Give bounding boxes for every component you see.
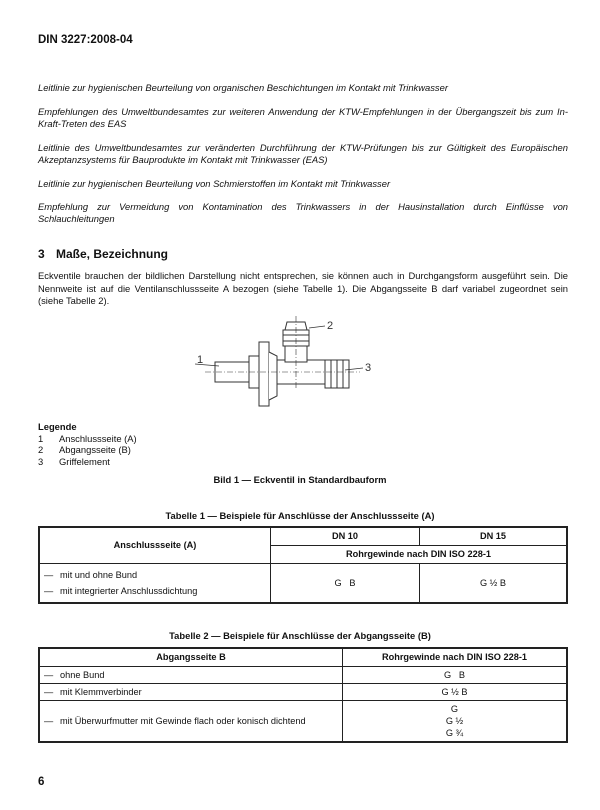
- table1-subheader: Rohrgewinde nach DIN ISO 228-1: [271, 545, 568, 563]
- table2-value-stack: G G ½ G ¾: [343, 700, 568, 742]
- reference-item: Leitlinie des Umweltbundesamtes zur veränderten Durchführung der KTW-Prüfungen bis zur Gültigkeit des Europäischen Akzeptanzsystems für Bauprodukte im Kontakt mit Trinkwasser (EAS): [38, 141, 568, 165]
- table-row: — mit integrierter Anschlussdichtung: [44, 585, 198, 596]
- section-number: 3: [38, 247, 45, 261]
- reference-list: [38, 82, 568, 237]
- table1-row-labels: [39, 563, 271, 603]
- figure-label-2: 2: [327, 320, 334, 332]
- angle-valve-drawing: [185, 316, 385, 416]
- table2-caption: Tabelle 2 — Beispiele für Anschlüsse der Abgangsseite (B): [169, 630, 431, 641]
- table1-dn15-header: DN 15: [420, 527, 568, 545]
- figure-label-1: 1: [197, 354, 204, 366]
- table-row: — mit Klemmverbinder: [39, 683, 343, 700]
- section-heading: [38, 247, 168, 261]
- table1-dn15-value: G ½ B: [420, 563, 568, 603]
- legend-item: 3 Griffelement: [38, 455, 110, 467]
- table-row: — mit und ohne Bund: [44, 569, 138, 580]
- legend: [38, 421, 137, 467]
- table1-caption: Tabelle 1 — Beispiele für Anschlüsse der Anschlussseite (A): [165, 510, 435, 521]
- reference-item: Empfehlungen des Umweltbundesamtes zur weiteren Anwendung der KTW-Empfehlungen in der Übergangszeit bis zum In-Kraft-Treten des EAS: [38, 105, 568, 129]
- table-1: [38, 526, 568, 604]
- table1-dn10-header: DN 10: [271, 527, 420, 545]
- figure-caption: Bild 1 — Eckventil in Standardbauform: [213, 474, 387, 485]
- body-paragraph: Eckventile brauchen der bildlichen Darstellung nicht entsprechen, sie können auch in Durchgangsform ausgeführt sein. Die Nennweite ist auf die Ventilanschlussseite A bezogen (siehe Tabelle 1). Die Abgangsseite B darf variabel zugeordnet sein (siehe Tabelle 2).: [38, 270, 568, 307]
- legend-title: Legende: [38, 421, 77, 432]
- table1-dn10-value: G B: [271, 563, 420, 603]
- page-number: 6: [38, 776, 45, 788]
- legend-item: 2 Abgangsseite (B): [38, 444, 131, 456]
- document-header: DIN 3227:2008-04: [38, 34, 133, 46]
- section-title: Maße, Bezeichnung: [56, 247, 169, 261]
- table2-col2-header: Rohrgewinde nach DIN ISO 228-1: [343, 648, 568, 666]
- table-row: — mit Überwurfmutter mit Gewinde flach oder konisch dichtend: [39, 700, 343, 742]
- legend-item: 1 Anschlussseite (A): [38, 432, 137, 444]
- table1-col1-header: Anschlussseite (A): [39, 527, 271, 563]
- table-row: — ohne Bund: [39, 666, 343, 683]
- table2-value: G ½ B: [343, 683, 568, 700]
- table-2: [38, 647, 568, 743]
- reference-item: Leitlinie zur hygienischen Beurteilung von Schmierstoffen im Kontakt mit Trinkwasser: [38, 177, 391, 189]
- reference-item: Empfehlung zur Vermeidung von Kontamination des Trinkwassers in der Hausinstallation durch Einflüsse von Schlauchleitungen: [38, 201, 568, 225]
- figure-label-3: 3: [365, 362, 372, 374]
- reference-item: Leitlinie zur hygienischen Beurteilung von organischen Beschichtungen im Kontakt mit Trinkwasser: [38, 82, 448, 93]
- table2-value: G B: [343, 666, 568, 683]
- table2-col1-header: Abgangsseite B: [39, 648, 343, 666]
